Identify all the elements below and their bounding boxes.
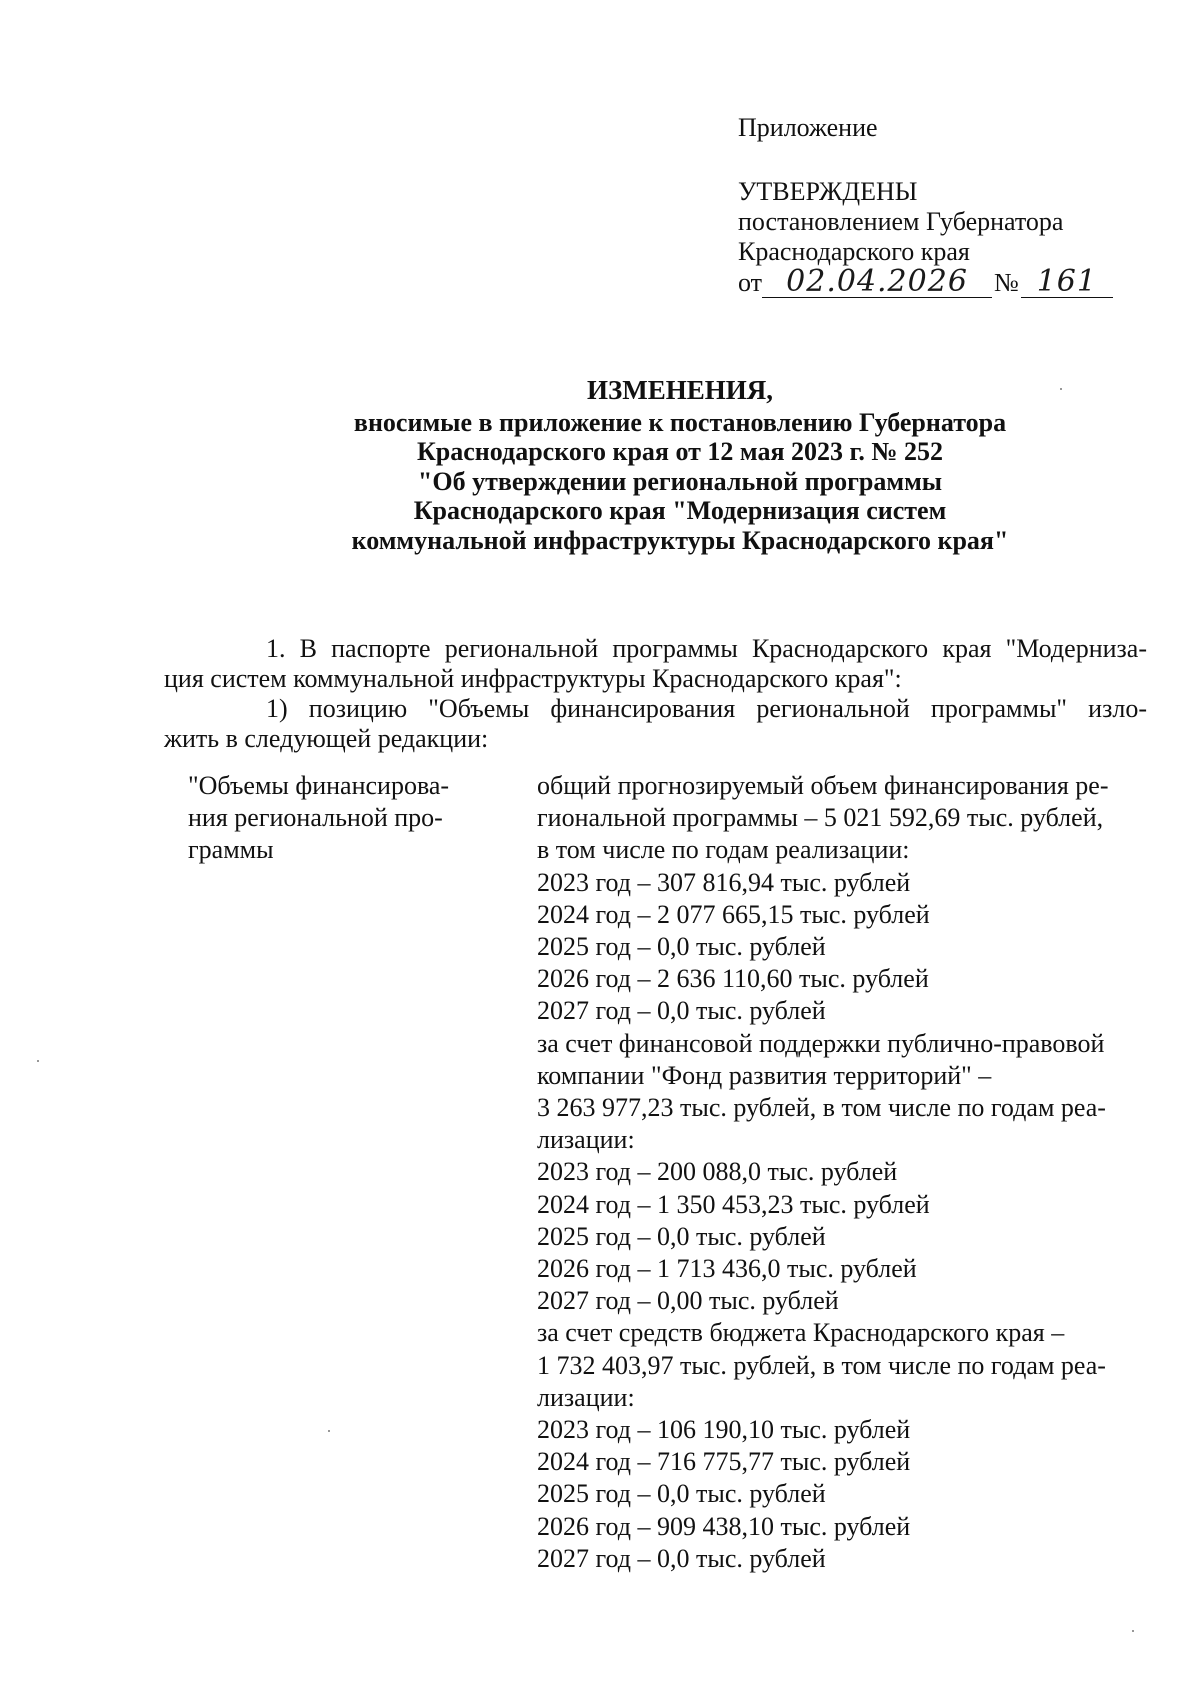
- financing-label-line: "Объемы финансирова-: [188, 771, 450, 800]
- financing-label-line: граммы: [188, 835, 274, 865]
- scan-speck: [37, 1060, 39, 1062]
- financing-label-cell: [188, 770, 478, 867]
- paragraph-2: [164, 694, 1147, 754]
- paragraph-2-line-1: 1) позицию "Объемы финансирования региональной программы" изло-: [266, 694, 1147, 723]
- scan-speck: [1060, 388, 1062, 390]
- date-prefix: от: [738, 268, 763, 297]
- financing-line: за счет средств бюджета Краснодарского края –: [537, 1318, 1065, 1348]
- financing-line: лизации:: [537, 1125, 635, 1155]
- financing-line: 2026 год – 1 713 436,0 тыс. рублей: [537, 1254, 917, 1284]
- financing-line: 2025 год – 0,0 тыс. рублей: [537, 1221, 826, 1251]
- approval-block: [738, 113, 1113, 298]
- handwritten-date: 02.04.2026: [762, 267, 992, 298]
- financing-line: лизации:: [537, 1382, 635, 1412]
- paragraph-1-line-1: 1. В паспорте региональной программы Краснодарского края "Модерниза-: [266, 634, 1147, 663]
- paragraph-2-line-2: жить в следующей редакции:: [164, 724, 489, 753]
- scan-speck: [1132, 1630, 1134, 1632]
- financing-line: в том числе по годам реализации:: [537, 835, 910, 865]
- paragraph-1: [164, 634, 1147, 694]
- financing-line: компании "Фонд развития территорий" –: [537, 1060, 992, 1090]
- financing-line: 2023 год – 200 088,0 тыс. рублей: [537, 1157, 898, 1187]
- financing-line: за счет финансовой поддержки публично-правовой: [537, 1028, 1105, 1058]
- appendix-label: Приложение: [738, 113, 878, 142]
- title-line-3: "Об утверждении региональной программы: [417, 466, 943, 496]
- financing-line: 2027 год – 0,0 тыс. рублей: [537, 996, 826, 1026]
- paragraph-1-line-2: ция систем коммунальной инфраструктуры Краснодарского края":: [164, 664, 902, 693]
- body-text: [164, 634, 1147, 754]
- title-line-1: вносимые в приложение к постановлению Губернатора: [353, 407, 1007, 437]
- financing-line: 2027 год – 0,00 тыс. рублей: [537, 1286, 839, 1316]
- financing-line: гиональной программы – 5 021 592,69 тыс. рублей,: [537, 803, 1104, 833]
- approved-label: УТВЕРЖДЕНЫ: [738, 177, 918, 206]
- financing-line: общий прогнозируемый объем финансирования ре-: [537, 771, 1109, 800]
- financing-line: 2024 год – 716 775,77 тыс. рублей: [537, 1447, 911, 1477]
- scan-speck: [328, 1430, 330, 1432]
- title-line-4: Краснодарского края "Модернизация систем: [413, 496, 947, 525]
- document-title: [250, 376, 1110, 555]
- financing-line: 2025 год – 0,0 тыс. рублей: [537, 932, 826, 962]
- financing-line: 2024 год – 2 077 665,15 тыс. рублей: [537, 899, 930, 929]
- handwritten-number: 161: [1021, 267, 1113, 298]
- financing-line: 1 732 403,97 тыс. рублей, в том числе по годам реа-: [537, 1350, 1106, 1380]
- financing-content-cell: [537, 770, 1149, 1575]
- financing-label-line: ния региональной про-: [188, 803, 443, 833]
- approved-by-line1: постановлением Губернатора: [738, 207, 1064, 236]
- financing-line: 2024 год – 1 350 453,23 тыс. рублей: [537, 1189, 930, 1219]
- financing-line: 2026 год – 2 636 110,60 тыс. рублей: [537, 964, 929, 994]
- title-line-2: Краснодарского края от 12 мая 2023 г. № 252: [416, 437, 944, 466]
- number-sign: №: [994, 268, 1019, 297]
- financing-line: 2026 год – 909 438,10 тыс. рублей: [537, 1511, 911, 1541]
- date-number-line: [738, 264, 1113, 299]
- approved-by-line2: Краснодарского края: [738, 237, 970, 266]
- financing-line: 3 263 977,23 тыс. рублей, в том числе по годам реа-: [537, 1093, 1106, 1123]
- financing-line: 2023 год – 307 816,94 тыс. рублей: [537, 867, 911, 897]
- financing-line: 2027 год – 0,0 тыс. рублей: [537, 1543, 826, 1573]
- financing-line: 2023 год – 106 190,10 тыс. рублей: [537, 1415, 911, 1445]
- title-line-5: коммунальной инфраструктуры Краснодарского края": [351, 525, 1009, 555]
- title-heading: ИЗМЕНЕНИЯ,: [586, 375, 773, 405]
- financing-line: 2025 год – 0,0 тыс. рублей: [537, 1479, 826, 1509]
